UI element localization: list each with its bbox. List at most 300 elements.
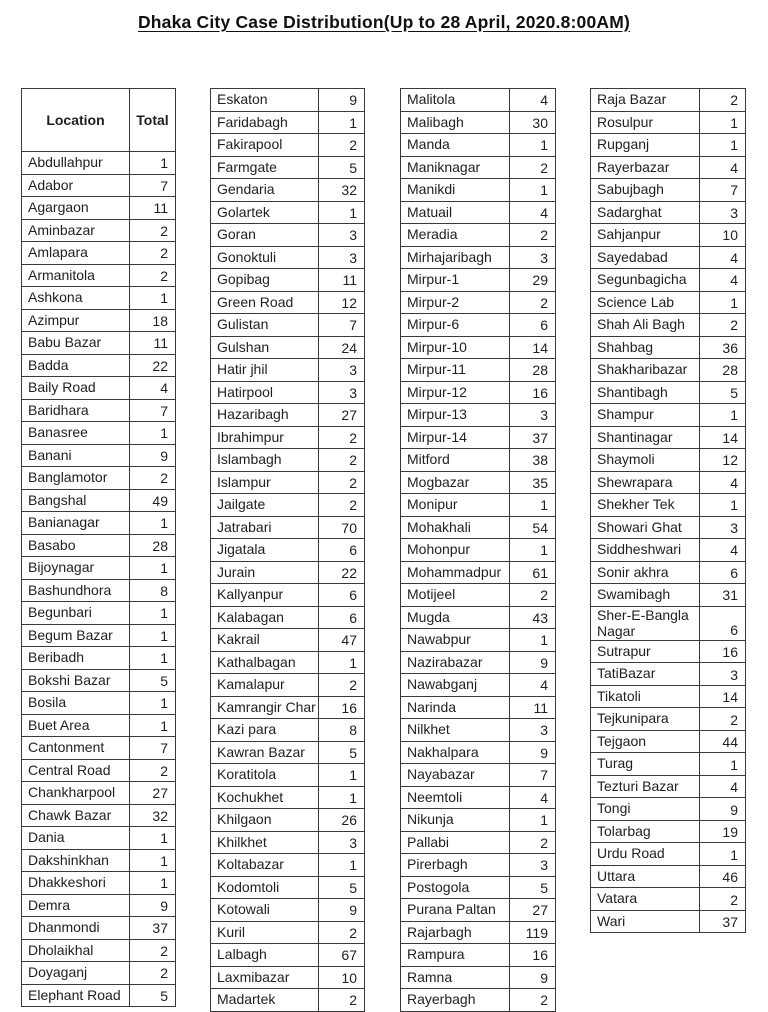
table-row xyxy=(211,111,365,134)
table-row xyxy=(211,629,365,652)
table-row xyxy=(591,820,746,843)
location-cell: Kakrail xyxy=(211,629,319,652)
value-cell: 32 xyxy=(130,804,176,827)
value-cell: 6 xyxy=(699,606,745,640)
value-cell: 2 xyxy=(319,134,365,157)
value-cell: 2 xyxy=(319,426,365,449)
table-row xyxy=(591,539,746,562)
value-cell: 1 xyxy=(509,179,555,202)
location-cell: Bosila xyxy=(22,692,130,715)
table-row xyxy=(591,381,746,404)
value-cell: 2 xyxy=(699,314,745,337)
value-cell: 2 xyxy=(319,449,365,472)
location-cell: Demra xyxy=(22,894,130,917)
location-cell: Shaymoli xyxy=(591,449,700,472)
value-cell: 1 xyxy=(319,201,365,224)
value-cell: 11 xyxy=(130,332,176,355)
value-cell: 4 xyxy=(699,246,745,269)
table-row xyxy=(22,602,176,625)
value-cell: 5 xyxy=(130,984,176,1007)
table-row xyxy=(211,381,365,404)
value-cell: 11 xyxy=(130,197,176,220)
table-row xyxy=(401,899,556,922)
table-row xyxy=(401,876,556,899)
table-row xyxy=(591,708,746,731)
value-cell: 24 xyxy=(319,336,365,359)
value-cell: 4 xyxy=(509,89,555,112)
table-row xyxy=(211,584,365,607)
table-row xyxy=(22,917,176,940)
location-cell: Rosulpur xyxy=(591,111,700,134)
table-row xyxy=(22,174,176,197)
table-row xyxy=(211,426,365,449)
value-cell: 1 xyxy=(509,539,555,562)
location-cell: Mirhajaribagh xyxy=(401,246,510,269)
table-row xyxy=(591,910,746,933)
table-row xyxy=(401,786,556,809)
table-row xyxy=(22,489,176,512)
location-cell: Swamibagh xyxy=(591,584,700,607)
table-row xyxy=(22,984,176,1007)
table-row xyxy=(401,966,556,989)
table-row xyxy=(591,224,746,247)
table-row xyxy=(211,786,365,809)
table-row xyxy=(401,381,556,404)
value-cell: 16 xyxy=(509,944,555,967)
table-row xyxy=(211,989,365,1012)
value-cell: 9 xyxy=(130,894,176,917)
table-row xyxy=(22,804,176,827)
table-row xyxy=(401,584,556,607)
table-row xyxy=(401,809,556,832)
table-row xyxy=(591,471,746,494)
value-cell: 18 xyxy=(130,309,176,332)
table-row xyxy=(591,404,746,427)
value-cell: 2 xyxy=(319,494,365,517)
table-row xyxy=(591,561,746,584)
value-cell: 31 xyxy=(699,584,745,607)
table-row xyxy=(22,152,176,175)
location-cell: Maniknagar xyxy=(401,156,510,179)
table-row xyxy=(22,377,176,400)
total-header: Total xyxy=(130,89,176,152)
table-row xyxy=(22,332,176,355)
location-cell: Monipur xyxy=(401,494,510,517)
value-cell: 6 xyxy=(699,561,745,584)
value-cell: 5 xyxy=(509,876,555,899)
value-cell: 11 xyxy=(319,269,365,292)
table-row xyxy=(401,404,556,427)
table-row xyxy=(401,471,556,494)
location-cell: Begunbari xyxy=(22,602,130,625)
location-cell: Madartek xyxy=(211,989,319,1012)
location-cell: Pirerbagh xyxy=(401,854,510,877)
table-row xyxy=(22,939,176,962)
value-cell: 2 xyxy=(130,962,176,985)
location-cell: Hatir jhil xyxy=(211,359,319,382)
location-cell: Armanitola xyxy=(22,264,130,287)
location-cell: Kawran Bazar xyxy=(211,741,319,764)
location-cell: Agargaon xyxy=(22,197,130,220)
location-cell: Begum Bazar xyxy=(22,624,130,647)
table-row xyxy=(401,629,556,652)
value-cell: 1 xyxy=(509,494,555,517)
location-cell: Jigatala xyxy=(211,539,319,562)
location-cell: Nakhalpara xyxy=(401,741,510,764)
value-cell: 27 xyxy=(319,404,365,427)
table-row xyxy=(401,944,556,967)
location-cell: Central Road xyxy=(22,759,130,782)
page-title: Dhaka City Case Distribution(Up to 28 April, 2020.8:00AM) xyxy=(137,12,631,32)
table-row xyxy=(401,831,556,854)
table-row xyxy=(22,467,176,490)
location-cell: Banani xyxy=(22,444,130,467)
table-row xyxy=(401,314,556,337)
location-cell: Nawabganj xyxy=(401,674,510,697)
value-cell: 2 xyxy=(319,989,365,1012)
location-cell: Golartek xyxy=(211,201,319,224)
location-cell: Hatirpool xyxy=(211,381,319,404)
table-row xyxy=(211,269,365,292)
table-row xyxy=(211,606,365,629)
location-cell: Neemtoli xyxy=(401,786,510,809)
table-row xyxy=(591,89,746,112)
location-cell: Malibagh xyxy=(401,111,510,134)
table-row xyxy=(591,798,746,821)
table-row xyxy=(211,359,365,382)
location-cell: Nayabazar xyxy=(401,764,510,787)
location-cell: Babu Bazar xyxy=(22,332,130,355)
value-cell: 2 xyxy=(319,471,365,494)
value-cell: 36 xyxy=(699,336,745,359)
value-cell: 5 xyxy=(319,876,365,899)
value-cell: 47 xyxy=(319,629,365,652)
value-cell: 28 xyxy=(699,359,745,382)
case-table-1 xyxy=(21,88,176,1007)
location-cell: Sadarghat xyxy=(591,201,700,224)
value-cell: 11 xyxy=(509,696,555,719)
location-cell: Shantinagar xyxy=(591,426,700,449)
table-row xyxy=(591,888,746,911)
location-cell: Purana Paltan xyxy=(401,899,510,922)
location-cell: Sayedabad xyxy=(591,246,700,269)
location-cell: Nilkhet xyxy=(401,719,510,742)
location-cell: Tikatoli xyxy=(591,685,700,708)
location-cell: Beribadh xyxy=(22,647,130,670)
location-cell: Sabujbagh xyxy=(591,179,700,202)
value-cell: 1 xyxy=(319,786,365,809)
table-row xyxy=(591,516,746,539)
value-cell: 4 xyxy=(130,377,176,400)
location-cell: Kamalapur xyxy=(211,674,319,697)
table-row xyxy=(401,854,556,877)
location-cell: Banglamotor xyxy=(22,467,130,490)
value-cell: 1 xyxy=(319,854,365,877)
location-cell: Mirpur-10 xyxy=(401,336,510,359)
table-row xyxy=(401,516,556,539)
value-cell: 4 xyxy=(699,156,745,179)
value-cell: 1 xyxy=(699,494,745,517)
location-cell: Jatrabari xyxy=(211,516,319,539)
table-row xyxy=(591,606,746,640)
location-cell: Shantibagh xyxy=(591,381,700,404)
table-row xyxy=(401,494,556,517)
table-row xyxy=(211,831,365,854)
value-cell: 4 xyxy=(509,786,555,809)
value-cell: 3 xyxy=(509,246,555,269)
location-cell: Dania xyxy=(22,827,130,850)
location-cell: Mirpur-6 xyxy=(401,314,510,337)
value-cell: 44 xyxy=(699,730,745,753)
location-cell: Rayerbazar xyxy=(591,156,700,179)
table-row xyxy=(211,674,365,697)
value-cell: 3 xyxy=(509,719,555,742)
table-row xyxy=(22,894,176,917)
table-row xyxy=(401,674,556,697)
location-cell: Banasree xyxy=(22,422,130,445)
value-cell: 1 xyxy=(699,404,745,427)
table-row xyxy=(211,494,365,517)
location-cell: Buet Area xyxy=(22,714,130,737)
value-cell: 1 xyxy=(699,843,745,866)
location-cell: Baridhara xyxy=(22,399,130,422)
value-cell: 16 xyxy=(699,640,745,663)
table-row xyxy=(211,876,365,899)
table-row xyxy=(591,179,746,202)
location-cell: Kotowali xyxy=(211,899,319,922)
location-cell: Jailgate xyxy=(211,494,319,517)
table-row xyxy=(211,921,365,944)
value-cell: 14 xyxy=(699,685,745,708)
value-cell: 1 xyxy=(130,624,176,647)
table-row xyxy=(22,872,176,895)
location-cell: Mirpur-12 xyxy=(401,381,510,404)
location-cell: Science Lab xyxy=(591,291,700,314)
table-row xyxy=(401,246,556,269)
table-row xyxy=(591,201,746,224)
location-cell: Aminbazar xyxy=(22,219,130,242)
value-cell: 119 xyxy=(509,921,555,944)
table-row xyxy=(22,264,176,287)
value-cell: 2 xyxy=(699,888,745,911)
table-row xyxy=(22,759,176,782)
location-cell: Bangshal xyxy=(22,489,130,512)
table-row xyxy=(22,692,176,715)
location-cell: Tolarbag xyxy=(591,820,700,843)
table-row xyxy=(401,719,556,742)
value-cell: 10 xyxy=(319,966,365,989)
value-cell: 4 xyxy=(509,201,555,224)
table-row xyxy=(591,269,746,292)
table-row xyxy=(211,854,365,877)
value-cell: 2 xyxy=(130,264,176,287)
location-cell: Fakirapool xyxy=(211,134,319,157)
value-cell: 2 xyxy=(319,921,365,944)
case-table-2 xyxy=(210,88,365,1012)
table-row xyxy=(401,449,556,472)
value-cell: 1 xyxy=(699,111,745,134)
value-cell: 4 xyxy=(699,539,745,562)
location-cell: Shahbag xyxy=(591,336,700,359)
table-row xyxy=(211,651,365,674)
location-cell: Mirpur-1 xyxy=(401,269,510,292)
value-cell: 1 xyxy=(130,827,176,850)
location-cell: Laxmibazar xyxy=(211,966,319,989)
table-row xyxy=(22,624,176,647)
value-cell: 27 xyxy=(130,782,176,805)
location-cell: Chawk Bazar xyxy=(22,804,130,827)
value-cell: 1 xyxy=(130,849,176,872)
location-cell: Mugda xyxy=(401,606,510,629)
value-cell: 1 xyxy=(509,134,555,157)
value-cell: 22 xyxy=(130,354,176,377)
value-cell: 1 xyxy=(319,764,365,787)
location-cell: Ashkona xyxy=(22,287,130,310)
value-cell: 5 xyxy=(130,669,176,692)
location-cell: Ibrahimpur xyxy=(211,426,319,449)
value-cell: 1 xyxy=(319,651,365,674)
table-row xyxy=(401,539,556,562)
location-cell: Sher-E-Bangla Nagar xyxy=(591,606,700,640)
value-cell: 9 xyxy=(319,89,365,112)
value-cell: 1 xyxy=(130,557,176,580)
table-row xyxy=(401,651,556,674)
location-cell: Dhanmondi xyxy=(22,917,130,940)
location-cell: Jurain xyxy=(211,561,319,584)
location-cell: Islampur xyxy=(211,471,319,494)
location-cell: Kamrangir Char xyxy=(211,696,319,719)
value-cell: 1 xyxy=(319,111,365,134)
value-cell: 3 xyxy=(699,201,745,224)
location-cell: Segunbagicha xyxy=(591,269,700,292)
table-row xyxy=(211,741,365,764)
location-cell: Mirpur-2 xyxy=(401,291,510,314)
location-cell: Kathalbagan xyxy=(211,651,319,674)
location-cell: Malitola xyxy=(401,89,510,112)
case-table-3 xyxy=(400,88,556,1012)
location-cell: Uttara xyxy=(591,865,700,888)
value-cell: 1 xyxy=(130,602,176,625)
location-cell: Showari Ghat xyxy=(591,516,700,539)
value-cell: 7 xyxy=(130,399,176,422)
location-cell: Gulshan xyxy=(211,336,319,359)
value-cell: 12 xyxy=(699,449,745,472)
table-row xyxy=(591,359,746,382)
value-cell: 28 xyxy=(509,359,555,382)
value-cell: 1 xyxy=(699,291,745,314)
value-cell: 3 xyxy=(319,381,365,404)
value-cell: 3 xyxy=(319,246,365,269)
location-cell: Eskaton xyxy=(211,89,319,112)
value-cell: 27 xyxy=(509,899,555,922)
location-cell: Narinda xyxy=(401,696,510,719)
location-cell: Tongi xyxy=(591,798,700,821)
value-cell: 8 xyxy=(130,579,176,602)
value-cell: 2 xyxy=(509,156,555,179)
table-row xyxy=(591,584,746,607)
location-cell: Shampur xyxy=(591,404,700,427)
value-cell: 8 xyxy=(319,719,365,742)
value-cell: 2 xyxy=(130,467,176,490)
value-cell: 9 xyxy=(319,899,365,922)
value-cell: 14 xyxy=(699,426,745,449)
location-cell: Mohonpur xyxy=(401,539,510,562)
table-row xyxy=(591,494,746,517)
value-cell: 1 xyxy=(130,692,176,715)
location-cell: Ramna xyxy=(401,966,510,989)
table-row xyxy=(22,737,176,760)
value-cell: 70 xyxy=(319,516,365,539)
table-row xyxy=(401,606,556,629)
table-row xyxy=(22,219,176,242)
table-row xyxy=(211,516,365,539)
value-cell: 6 xyxy=(509,314,555,337)
value-cell: 9 xyxy=(699,798,745,821)
location-cell: Wari xyxy=(591,910,700,933)
table-row xyxy=(591,156,746,179)
location-cell: Islambagh xyxy=(211,449,319,472)
table-row xyxy=(591,449,746,472)
table-row xyxy=(211,764,365,787)
value-cell: 37 xyxy=(699,910,745,933)
table-row xyxy=(22,422,176,445)
value-cell: 3 xyxy=(319,359,365,382)
value-cell: 9 xyxy=(130,444,176,467)
value-cell: 3 xyxy=(319,831,365,854)
table-row xyxy=(591,336,746,359)
header-row xyxy=(22,89,176,152)
table-row xyxy=(401,764,556,787)
value-cell: 3 xyxy=(319,224,365,247)
location-cell: Manikdi xyxy=(401,179,510,202)
value-cell: 7 xyxy=(699,179,745,202)
value-cell: 10 xyxy=(699,224,745,247)
table-row xyxy=(401,426,556,449)
table-row xyxy=(401,741,556,764)
value-cell: 14 xyxy=(509,336,555,359)
location-cell: Bijoynagar xyxy=(22,557,130,580)
table-row xyxy=(211,899,365,922)
table-row xyxy=(211,134,365,157)
value-cell: 16 xyxy=(319,696,365,719)
table-row xyxy=(22,714,176,737)
table-row xyxy=(211,719,365,742)
value-cell: 2 xyxy=(509,831,555,854)
location-cell: Elephant Road xyxy=(22,984,130,1007)
location-cell: Doyaganj xyxy=(22,962,130,985)
value-cell: 29 xyxy=(509,269,555,292)
value-cell: 12 xyxy=(319,291,365,314)
table-row xyxy=(22,354,176,377)
table-row xyxy=(211,561,365,584)
location-cell: Kallyanpur xyxy=(211,584,319,607)
location-cell: Nikunja xyxy=(401,809,510,832)
value-cell: 4 xyxy=(699,471,745,494)
table-row xyxy=(22,669,176,692)
table-row xyxy=(591,663,746,686)
value-cell: 2 xyxy=(699,89,745,112)
location-cell: Green Road xyxy=(211,291,319,314)
table-row xyxy=(211,89,365,112)
table-row xyxy=(22,399,176,422)
location-cell: Nawabpur xyxy=(401,629,510,652)
value-cell: 19 xyxy=(699,820,745,843)
location-cell: Matuail xyxy=(401,201,510,224)
value-cell: 6 xyxy=(319,539,365,562)
table-row xyxy=(211,696,365,719)
table-row xyxy=(401,201,556,224)
value-cell: 5 xyxy=(319,741,365,764)
